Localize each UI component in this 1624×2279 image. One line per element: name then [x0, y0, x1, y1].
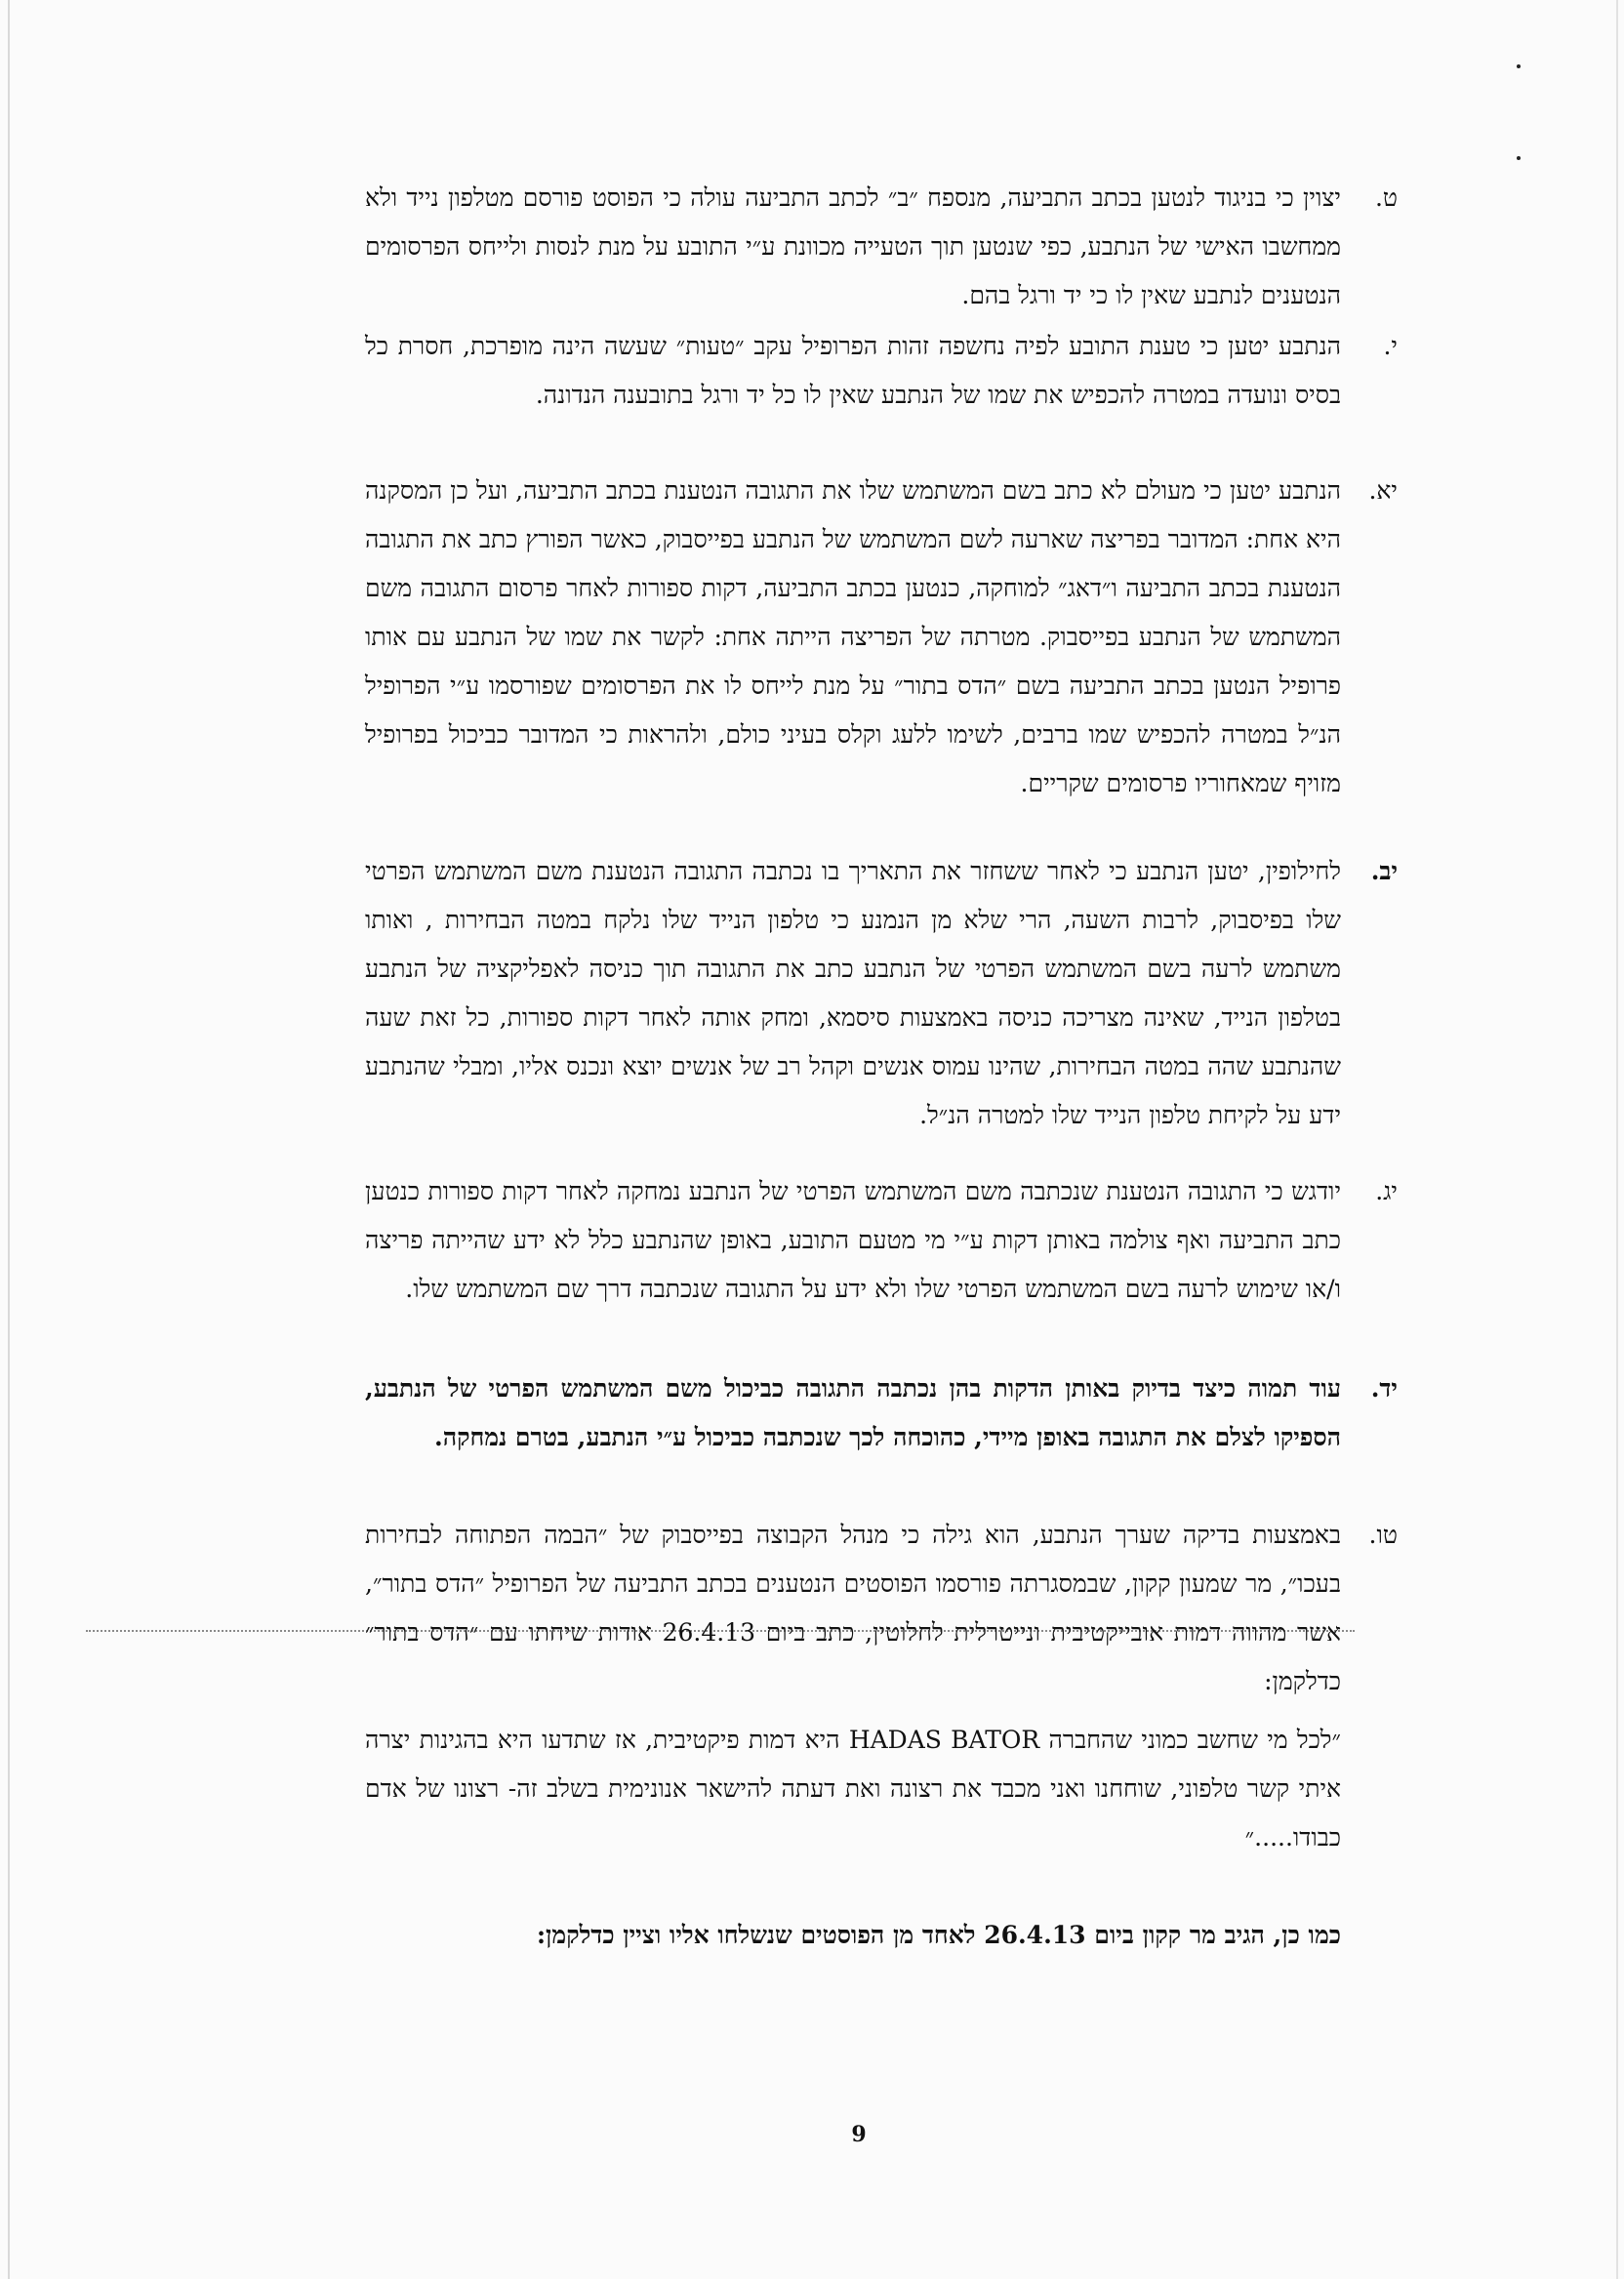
clause-tet-vav	[365, 1511, 1398, 1706]
clause-text: הנתבע יטען כי מעולם לא כתב בשם המשתמש שלו את התגובה הנטענת בכתב התביעה, ועל כן המסקנה היא אחת: המדובר בפריצה שארעה לשם המשתמש של הנתבע בפייסבוק, כאשר הפורץ כתב את התגובה הנטענת בכתב התביעה ו״דאג״ למוחקה, כנטען בכתב התביעה, דקות ספורות לאחר פרסום התגובה משם המשתמש של הנתבע בפייסבוק. מטרתה של הפריצה הייתה אחת: לקשר את שמו של הנתבע עם אותו פרופיל הנטען בכתב התביעה בשם ״הדס בתור״ על מנת לייחס לו את הפרסומים שפורסמו ע״י הפרופיל הנ״ל במטרה להכפיש שמו ברבים, לשימו ללעג וקלס בעיני כולם, ולהראות כי המדובר כביכול בפרופיל מזויף שמאחוריו פרסומים שקריים.	[365, 476, 1341, 797]
clause-yod-gimel	[365, 1167, 1398, 1314]
clause-number: יג.	[1375, 1177, 1398, 1205]
clause-text: באמצעות בדיקה שערך הנתבע, הוא גילה כי מנהל הקבוצה בפייסבוק של ״הבמה הפתוחה לבחירות בעכו״, מר שמעון קקון, שבמסגרתה פורסמו הפוסטים הנטענים בכתב התביעה של הפרופיל ״הדס בתור״, אשר מהווה דמות אובייקטיבית ונייטרלית לחלוטין, כתב ביום 26.4.13 אודות שיחתו עם ״הדס בתור״ כדלקמן:	[365, 1521, 1341, 1695]
clause-yod-alef	[365, 467, 1398, 808]
clause-text: לחילופין, יטען הנתבע כי לאחר ששחזר את התאריך בו נכתבה התגובה הנטענת משם המשתמש הפרטי שלו בפיסבוק, לרבות השעה, הרי שלא מן הנמנע כי טלפון הנייד שלו נלקח במטה הבחירות , ואותו משתמש לרעה בשם המשתמש הפרטי של הנתבע כתב את התגובה תוך כניסה לאפליקציה של הנתבע בטלפון הנייד, שאינה מצריכה כניסה באמצעות סיסמא, ומחק אותה לאחר דקות ספורות, כל זאת שעה שהנתבע שהה במטה הבחירות, שהינו עמוס אנשים וקהל רב של אנשים יוצא ונכנס אליו, ומבלי שהנתבע ידע על לקיחת טלפון הנייד שלו למטרה הנ״ל.	[365, 857, 1341, 1129]
clause-tet	[365, 174, 1398, 320]
clause-number: ט.	[1374, 183, 1398, 212]
clause-number: טו.	[1368, 1521, 1398, 1549]
clause-text: הנתבע יטען כי טענת התובע לפיה נחשפה זהות הפרופיל עקב ״טעות״ שעשה הינה מופרכת, חסרת כל בסיס ונועדה במטרה להכפיש את שמו של הנתבע שאין לו כל יד ורגל בתובענה הנדונה.	[365, 332, 1341, 409]
clause-number: יד.	[1370, 1374, 1398, 1403]
clause-number: יא.	[1368, 476, 1398, 505]
clause-yod-bet	[365, 847, 1398, 1140]
page-number: 9	[851, 2122, 867, 2147]
clause-yod	[365, 322, 1398, 420]
clause-yod-dalet	[365, 1364, 1398, 1462]
clause-text: יצוין כי בניגוד לנטען בכתב התביעה, מנספח ״ב״ לכתב התביעה עולה כי הפוסט פורסם מטלפון נייד ולא ממחשבו האישי של הנתבע, כפי שנטען תוך הטעייה מכוונת ע״י התובע על מנת לנסות ולייחס הפרסומים הנטענים לנתבע שאין לו כי יד ורגל בהם.	[365, 183, 1341, 309]
clause-text: יודגש כי התגובה הנטענת שנכתבה משם המשתמש הפרטי של הנתבע נמחקה לאחר דקות ספורות כנטען כתב התביעה ואף צולמה באותן דקות ע״י מי מטעם התובע, באופן שהנתבע כלל לא ידע שהייתה פריצה ו/או שימוש לרעה בשם המשתמש הפרטי שלו ולא ידע על התגובה שנכתבה דרך שם המשתמש שלו.	[365, 1177, 1341, 1303]
quoted-post: ״לכל מי שחשב כמוני שהחברה HADAS BATOR היא דמות פיקטיבית, אז שתדעו היא בהגינות יצרה איתי קשר טלפוני, שוחחנו ואני מכבד את רצונה ואת דעתה להישאר אנונימית בשלב זה- רצונו של אדם כבודו.....״	[365, 1726, 1341, 1852]
clause-number: יב.	[1370, 857, 1398, 885]
clause-number: י.	[1383, 332, 1398, 360]
closing-line: כמו כן, הגיב מר קקון ביום 26.4.13 לאחד מן הפוסטים שנשלחו אליו וציין כדלקמן:	[536, 1921, 1341, 1949]
clause-text: עוד תמוה כיצד בדיוק באותן הדקות בהן נכתבה התגובה כביכול משם המשתמש הפרטי של הנתבע, הספיקו לצלם את התגובה באופן מיידי, כהוכחה לכך שנכתבה כביכול ע״י הנתבע, בטרם נמחקה.	[365, 1374, 1341, 1451]
